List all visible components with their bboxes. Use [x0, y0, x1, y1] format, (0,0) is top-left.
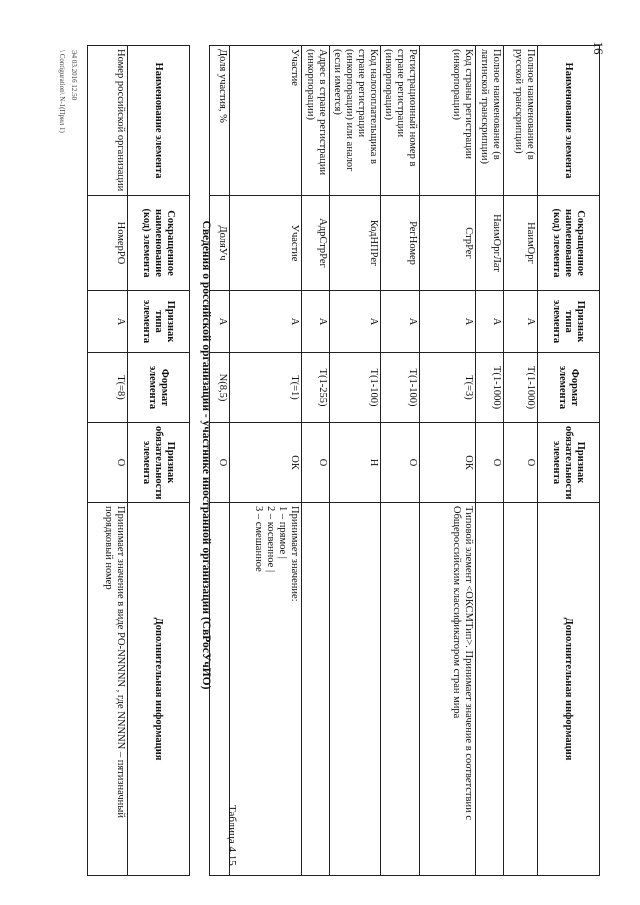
cell-code: НомерРО [88, 196, 128, 291]
table1-header: Признак обязательности элемента [538, 423, 600, 503]
table-row [302, 46, 330, 876]
cell-type: А [381, 291, 420, 353]
table1-header: Формат элемента [538, 353, 600, 423]
cell-format: T(1-100) [381, 353, 420, 423]
cell-name: Полное наименование (в русской транскрипции) [504, 46, 538, 196]
table-row [504, 46, 538, 876]
rotated-page-content [25, 45, 600, 875]
cell-info [381, 503, 420, 876]
cell-code: ДоляУч [210, 196, 230, 291]
cell-format: T(1-255) [302, 353, 330, 423]
table2-header: Сокращенное наименование (код) элемента [128, 196, 190, 291]
cell-type: А [88, 291, 128, 353]
cell-info: Принимает значение в виде РО-NNNNN , где NNNNN – пятизначный порядковый номер [88, 503, 128, 876]
cell-type: А [504, 291, 538, 353]
cell-required: О [476, 423, 504, 503]
table-row [210, 46, 230, 876]
table-row [420, 46, 476, 876]
table1-header: Признак типа элемента [538, 291, 600, 353]
cell-info [504, 503, 538, 876]
cell-name: Участие [230, 46, 302, 196]
cell-type: А [420, 291, 476, 353]
table-title: Сведения о российской организации - участнике иностранной организации (СвРосУчИО) [200, 220, 212, 690]
cell-code: НаимОрг [504, 196, 538, 291]
elements-table-1 [209, 45, 600, 876]
cell-type: А [230, 291, 302, 353]
table1-header-row [538, 46, 600, 876]
table1-header: Дополнительная информация [538, 503, 600, 876]
table2-header: Признак обязательности элемента [128, 423, 190, 503]
table-row [88, 46, 128, 876]
cell-format: T(=3) [420, 353, 476, 423]
cell-required: О [210, 423, 230, 503]
table-row [330, 46, 381, 876]
cell-name: Полное наименование (в латинской транскрипции) [476, 46, 504, 196]
table2-header: Дополнительная информация [128, 503, 190, 876]
cell-name: Номер российской организации [88, 46, 128, 196]
cell-info [330, 503, 381, 876]
cell-type: А [210, 291, 230, 353]
cell-code: Участие [230, 196, 302, 291]
cell-format: T(1-1000) [476, 353, 504, 423]
cell-code: КодНПРег [330, 196, 381, 291]
stamp-line: Э4 03.2016 12.50 [70, 50, 78, 101]
cell-required: О [302, 423, 330, 503]
cell-required: О [88, 423, 128, 503]
table2-header: Признак типа элемента [128, 291, 190, 353]
cell-format: N(8,5) [210, 353, 230, 423]
cell-info [476, 503, 504, 876]
table-row [476, 46, 504, 876]
cell-code: АдрСтрРег [302, 196, 330, 291]
elements-table-2 [87, 45, 190, 876]
cell-format: T(=1) [230, 353, 302, 423]
table2-header: Наименование элемента [128, 46, 190, 196]
cell-type: А [330, 291, 381, 353]
cell-code: СтрРег [420, 196, 476, 291]
cell-required: ОК [420, 423, 476, 503]
cell-format: T(1-100) [330, 353, 381, 423]
file-stamp [56, 50, 80, 133]
table-row [230, 46, 302, 876]
cell-required: О [381, 423, 420, 503]
cell-format: T(1-1000) [504, 353, 538, 423]
cell-name: Доля участия, % [210, 46, 230, 196]
cell-name: Адрес в стране регистрации (инкорпорации) [302, 46, 330, 196]
cell-type: А [302, 291, 330, 353]
cell-name: Код страны регистрации (инкорпорации) [420, 46, 476, 196]
table-caption: Таблица 4.15 [226, 805, 238, 866]
table1-header: Наименование элемента [538, 46, 600, 196]
table2-header: Формат элемента [128, 353, 190, 423]
cell-type: А [476, 291, 504, 353]
cell-info: Типовой элемент <ОКСМТип>. Принимает значение в соответствии с Общероссийским классификатором стран мира [420, 503, 476, 876]
cell-required: ОК [230, 423, 302, 503]
stamp-line: \ Contiguration\ N-1(Прил 1) [58, 50, 66, 133]
cell-info [302, 503, 330, 876]
cell-info: Принимает значение: 1 – прямое | 2 – косвенное | 3 – смешанное [230, 503, 302, 876]
cell-name: Регистрационный номер в стране регистрации (инкорпорации) [381, 46, 420, 196]
page-number: 16 [591, 41, 606, 55]
cell-code: РегНомер [381, 196, 420, 291]
cell-format: T(=8) [88, 353, 128, 423]
cell-name: Код налогоплательщика в стране регистрации (инкорпорации) или аналог (если имеется) [330, 46, 381, 196]
table-row [381, 46, 420, 876]
table2-header-row [128, 46, 190, 876]
cell-code: НаимОргЛат [476, 196, 504, 291]
table1-header: Сокращенное наименование (код) элемента [538, 196, 600, 291]
cell-required: О [504, 423, 538, 503]
cell-required: Н [330, 423, 381, 503]
